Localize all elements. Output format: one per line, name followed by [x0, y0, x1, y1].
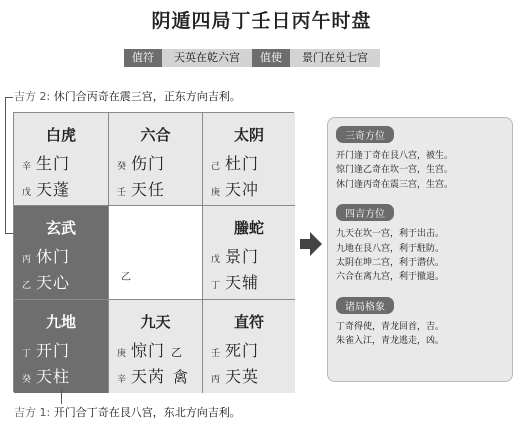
- earth-stem: 庚: [211, 188, 221, 198]
- palace-star: 天芮: [131, 367, 166, 386]
- section-title: 四吉方位: [336, 204, 394, 221]
- palace-star: 天冲: [225, 180, 260, 199]
- heaven-stem: 己: [211, 162, 221, 172]
- extra-stem: 乙: [171, 346, 183, 359]
- palace-star: 天任: [131, 180, 166, 199]
- palace-door: 生门: [36, 154, 71, 173]
- center-stem: 乙: [121, 272, 131, 283]
- zhifu-label: 值符: [124, 49, 162, 67]
- arrow-right-icon: [300, 232, 322, 256]
- palace-god: 直符: [233, 313, 264, 331]
- palace-door: 伤门: [131, 154, 166, 173]
- palace-god: 九地: [45, 313, 76, 331]
- palace-east: [14, 206, 109, 300]
- heaven-stem: 癸: [117, 162, 127, 172]
- palace-door: 死门: [225, 341, 260, 360]
- section-line: 九天在坎一宫，利于出击。: [336, 229, 445, 240]
- palace-south: [109, 113, 203, 206]
- note-top-connector: [5, 97, 13, 234]
- auspicious-note-1: [14, 406, 241, 420]
- palace-northwest: [203, 300, 295, 393]
- zhishi-label: 值使: [252, 49, 290, 67]
- note-2-text: 休门合丙奇在震三宫，正东方向吉利。: [53, 90, 241, 103]
- note-1-text: 开门合丁奇在艮八宫，东北方向吉利。: [53, 406, 241, 419]
- palace-west: [203, 206, 295, 300]
- earth-stem: 辛: [117, 375, 127, 385]
- heaven-stem: 丁: [22, 349, 32, 359]
- duty-bar: [124, 49, 380, 67]
- earth-stem: 癸: [22, 375, 32, 385]
- palace-star: 天柱: [36, 367, 71, 386]
- section-four-auspicious: [336, 202, 504, 285]
- palace-grid: [13, 112, 294, 392]
- section-line: 九地在艮八宫，利于駐防。: [336, 243, 445, 254]
- palace-southeast: [14, 113, 109, 206]
- palace-southwest: [203, 113, 295, 206]
- palace-god: 白虎: [45, 126, 76, 144]
- extra-star: 禽: [173, 368, 189, 386]
- earth-stem: 戊: [22, 188, 32, 198]
- palace-door: 开门: [36, 341, 71, 360]
- earth-stem: 丁: [211, 281, 221, 291]
- palace-north: [109, 300, 203, 393]
- zhifu-value: 天英在乾六宫: [162, 49, 252, 67]
- palace-star: 天英: [225, 367, 260, 386]
- palace-northeast: [14, 300, 109, 393]
- section-line: 休门逢丙奇在震三宫，生宫。: [336, 179, 454, 190]
- section-title: 诸局格象: [336, 297, 394, 314]
- auspicious-note-2: [14, 90, 241, 104]
- heaven-stem: 庚: [117, 349, 127, 359]
- chart-title: 阴遁四局丁壬日丙午时盘: [151, 10, 372, 32]
- palace-star: 天蓬: [36, 180, 71, 199]
- palace-god: 六合: [140, 126, 171, 144]
- palace-god: 九天: [140, 313, 171, 331]
- note-1-label: 吉方 1:: [14, 406, 51, 419]
- section-patterns: [336, 295, 504, 349]
- palace-god: 螣蛇: [233, 219, 264, 237]
- note-bottom-connector: [61, 390, 62, 404]
- palace-door: 休门: [36, 247, 71, 266]
- palace-god: 太阴: [233, 126, 264, 144]
- heaven-stem: 壬: [211, 349, 221, 359]
- section-line: 六合在离九宫，利于撤退。: [336, 272, 445, 283]
- section-line: 开门逢丁奇在艮八宫，被生。: [336, 151, 454, 161]
- section-three-qi: [336, 124, 504, 192]
- section-line: 太阴在坤二宫，利于潜伏。: [336, 258, 445, 269]
- earth-stem: 壬: [117, 188, 127, 198]
- section-title: 三奇方位: [336, 126, 394, 143]
- heaven-stem: 辛: [22, 162, 32, 172]
- palace-center: [109, 206, 203, 300]
- palace-star: 天心: [36, 273, 71, 292]
- palace-door: 杜门: [225, 154, 260, 173]
- note-2-label: 吉方 2:: [14, 90, 51, 103]
- palace-door: 景门: [225, 247, 260, 266]
- palace-god: 玄武: [45, 219, 76, 237]
- section-line: 惊门逢乙奇在坎一宫，生宫。: [336, 165, 454, 176]
- heaven-stem: 戊: [211, 255, 221, 265]
- section-line: 朱雀入江，青龙逃走，凶。: [336, 336, 445, 347]
- heaven-stem: 丙: [22, 255, 32, 265]
- analysis-panel: [327, 117, 513, 382]
- earth-stem: 丙: [211, 375, 221, 385]
- zhishi-value: 景门在兑七宫: [290, 49, 380, 67]
- earth-stem: 乙: [22, 281, 32, 291]
- section-line: 丁奇得使，青龙回首，吉。: [336, 321, 445, 332]
- palace-door: 惊门: [131, 341, 166, 360]
- palace-star: 天辅: [225, 273, 260, 292]
